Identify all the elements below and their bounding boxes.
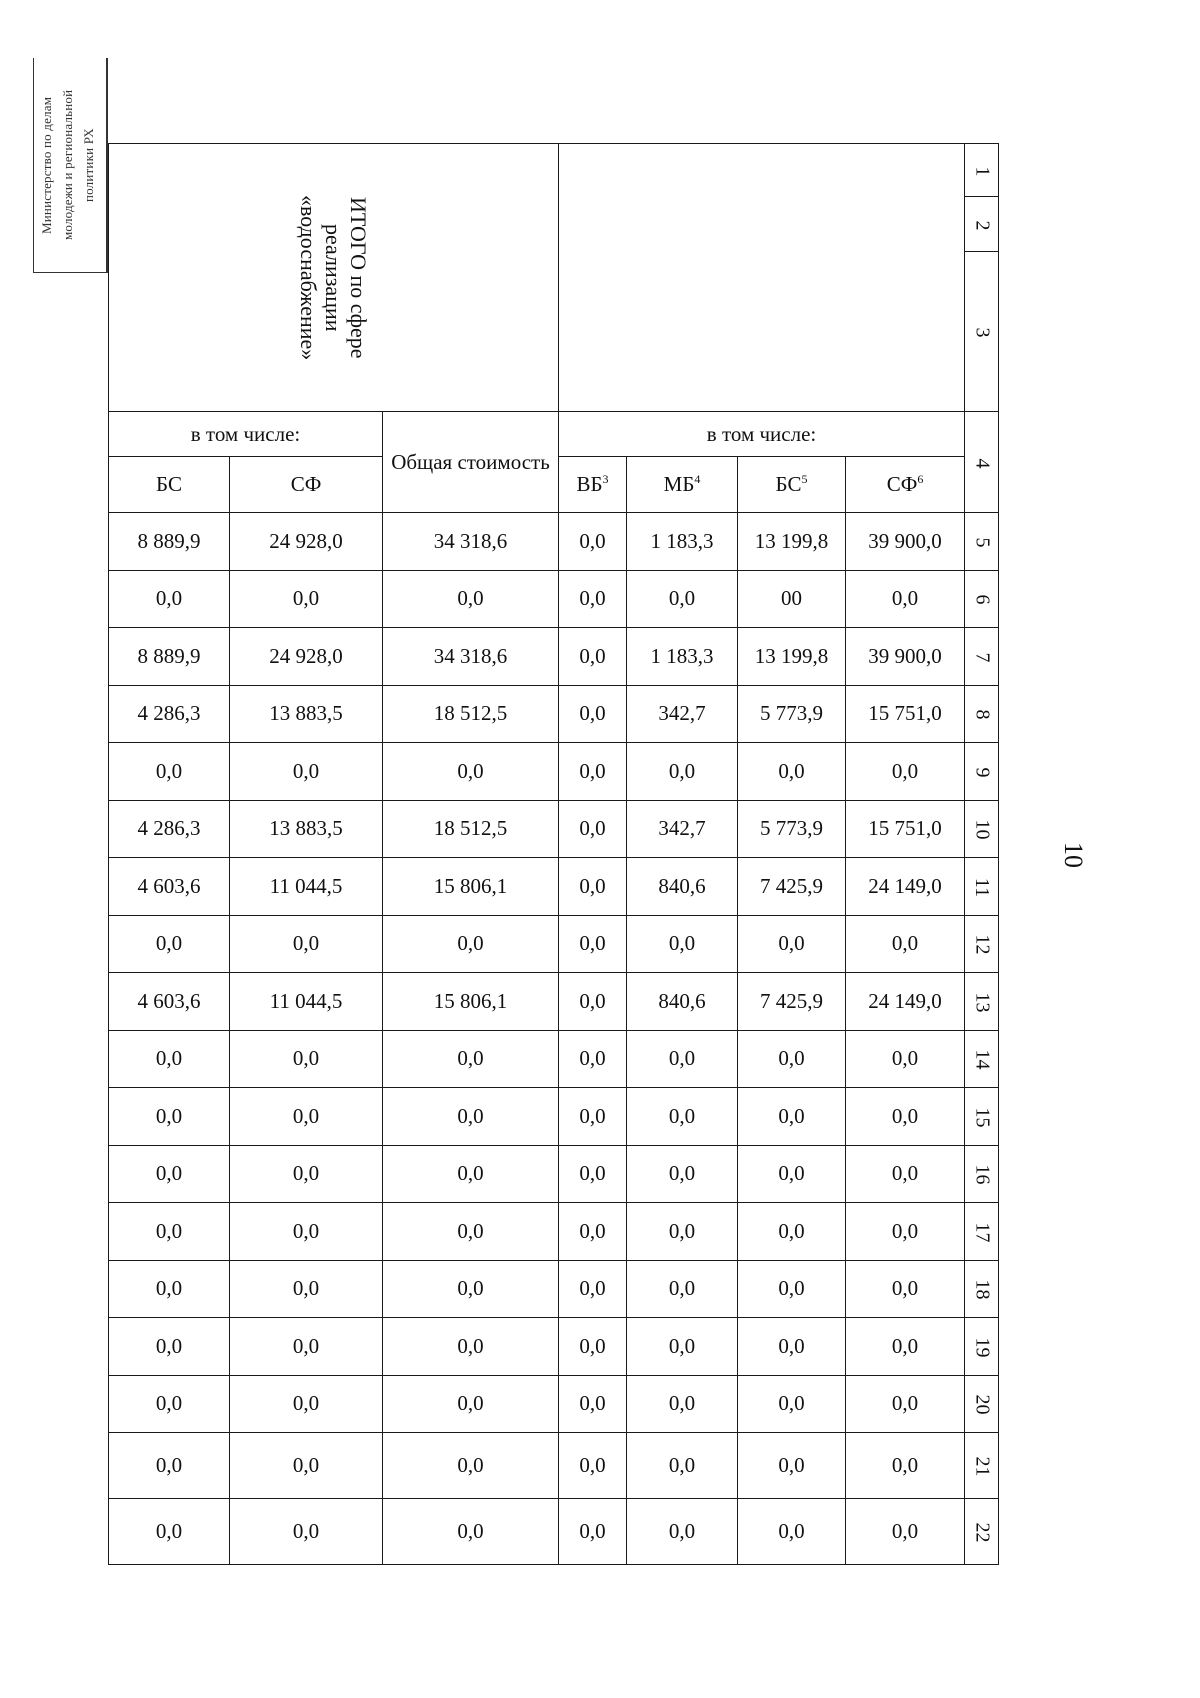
cell-total: 0,0 [383,1203,559,1261]
row-number-cell: 4 [965,412,999,513]
row-number-cell: 21 [965,1433,999,1499]
cell-sf2: 39 900,0 [846,628,965,686]
row-number-cell: 18 [965,1260,999,1318]
cell-mb: 0,0 [627,1375,738,1433]
table-row [109,1433,999,1499]
table-row [109,800,999,858]
table-row [109,1145,999,1203]
row-number-cell: 7 [965,628,999,686]
cell-sf2: 0,0 [846,743,965,801]
cell-vb: 0,0 [559,1030,627,1088]
cell-mb: 0,0 [627,915,738,973]
row-number-cell: 5 [965,513,999,571]
row-number-cell: 10 [965,800,999,858]
cell-bs: 0,0 [109,915,230,973]
ministry-stamp [33,58,108,273]
cell-vb: 0,0 [559,1375,627,1433]
col-header-bs: БС [109,457,230,513]
cell-bs: 0,0 [109,1318,230,1376]
cell-total: 15 806,1 [383,858,559,916]
cell-vb: 0,0 [559,1088,627,1146]
cell-vb: 0,0 [559,1499,627,1565]
cell-vb: 0,0 [559,743,627,801]
cell-sf2: 0,0 [846,570,965,628]
row-number-cell: 22 [965,1499,999,1565]
cell-total: 0,0 [383,915,559,973]
budget-table [108,143,999,1565]
row-number-cell: 12 [965,915,999,973]
cell-mb: 0,0 [627,1145,738,1203]
cell-sf2: 0,0 [846,1203,965,1261]
cell-sf: 0,0 [230,1318,383,1376]
cell-total: 15 806,1 [383,973,559,1031]
row-number-cell: 13 [965,973,999,1031]
table-row [109,628,999,686]
cell-bs2: 7 425,9 [738,973,846,1031]
row-number-cell: 15 [965,1088,999,1146]
cell-bs: 4 286,3 [109,800,230,858]
cell-sf2: 15 751,0 [846,685,965,743]
cell-sf: 24 928,0 [230,513,383,571]
cell-sf2: 0,0 [846,915,965,973]
cell-vb: 0,0 [559,1260,627,1318]
cell-vb: 0,0 [559,513,627,571]
cell-bs2: 0,0 [738,1088,846,1146]
table-row [109,1318,999,1376]
cell-bs: 0,0 [109,1433,230,1499]
cell-sf2: 24 149,0 [846,858,965,916]
cell-mb: 0,0 [627,570,738,628]
cell-sf: 0,0 [230,1433,383,1499]
table-row [109,570,999,628]
cell-total: 0,0 [383,570,559,628]
cell-mb: 0,0 [627,1030,738,1088]
cell-sf: 24 928,0 [230,628,383,686]
cell-sf2: 0,0 [846,1433,965,1499]
cell-mb: 0,0 [627,743,738,801]
cell-sf2: 0,0 [846,1375,965,1433]
cell-vb: 0,0 [559,1433,627,1499]
row-number-cell: 16 [965,1145,999,1203]
right-group-header: в том числе: [559,412,965,457]
row-number-cell: 19 [965,1318,999,1376]
cell-mb: 0,0 [627,1203,738,1261]
table-row [109,1088,999,1146]
cell-bs: 0,0 [109,1145,230,1203]
cell-bs2: 5 773,9 [738,800,846,858]
cell-bs2: 0,0 [738,1203,846,1261]
cell-mb: 840,6 [627,858,738,916]
cell-bs2: 0,0 [738,1375,846,1433]
cell-total: 18 512,5 [383,685,559,743]
title-line: реализации [321,223,346,332]
cell-bs: 0,0 [109,1088,230,1146]
row-number-cell: 9 [965,743,999,801]
cell-bs: 0,0 [109,1375,230,1433]
cell-bs: 8 889,9 [109,513,230,571]
cell-sf: 0,0 [230,570,383,628]
cell-bs: 0,0 [109,1499,230,1565]
col-header-sf: СФ [230,457,383,513]
cell-bs: 8 889,9 [109,628,230,686]
cell-bs2: 13 199,8 [738,513,846,571]
row-number-cell: 3 [965,252,999,412]
cell-bs: 0,0 [109,1030,230,1088]
cell-bs2: 13 199,8 [738,628,846,686]
cell-vb: 0,0 [559,628,627,686]
table-row [109,1260,999,1318]
cell-sf: 0,0 [230,1499,383,1565]
cell-total: 0,0 [383,1375,559,1433]
cell-bs2: 0,0 [738,1318,846,1376]
cell-sf2: 0,0 [846,1318,965,1376]
cell-sf2: 39 900,0 [846,513,965,571]
row-number-cell: 1 [965,144,999,197]
cell-bs: 0,0 [109,570,230,628]
title-line: ИТОГО по сфере [346,196,371,359]
cell-vb: 0,0 [559,858,627,916]
cell-bs2: 0,0 [738,1145,846,1203]
cell-mb: 0,0 [627,1260,738,1318]
cell-bs2: 0,0 [738,1433,846,1499]
cell-sf2: 0,0 [846,1145,965,1203]
cell-bs: 4 603,6 [109,858,230,916]
cell-total: 0,0 [383,1088,559,1146]
cell-mb: 0,0 [627,1318,738,1376]
cell-mb: 1 183,3 [627,513,738,571]
table-row [109,1375,999,1433]
left-group-header: в том числе: [109,412,383,457]
cell-sf: 0,0 [230,1260,383,1318]
table-row [109,858,999,916]
cell-sf2: 15 751,0 [846,800,965,858]
row-number-cell: 11 [965,858,999,916]
cell-sf: 0,0 [230,1203,383,1261]
cell-vb: 0,0 [559,915,627,973]
cell-sf: 13 883,5 [230,685,383,743]
cell-sf: 0,0 [230,915,383,973]
cell-total: 0,0 [383,1433,559,1499]
cell-vb: 0,0 [559,973,627,1031]
stamp-line: Министерство по делам [39,96,54,234]
cell-sf2: 0,0 [846,1260,965,1318]
cell-mb: 840,6 [627,973,738,1031]
cell-bs2: 0,0 [738,743,846,801]
cell-vb: 0,0 [559,570,627,628]
cell-total: 0,0 [383,1145,559,1203]
row-number-cell: 8 [965,685,999,743]
cell-bs2: 0,0 [738,1260,846,1318]
row-number-cell: 17 [965,1203,999,1261]
cell-bs2: 0,0 [738,915,846,973]
col-header-vb: $ВБ^3$ [559,457,627,513]
cell-vb: 0,0 [559,1318,627,1376]
cell-vb: 0,0 [559,685,627,743]
cell-mb: 342,7 [627,800,738,858]
table-row [109,973,999,1031]
cell-bs2: 0,0 [738,1499,846,1565]
cell-sf: 11 044,5 [230,858,383,916]
cell-vb: 0,0 [559,800,627,858]
cell-total: 0,0 [383,1499,559,1565]
cell-sf: 0,0 [230,743,383,801]
cell-bs: 4 603,6 [109,973,230,1031]
col-header-mb: $МБ^4$ [627,457,738,513]
cell-mb: 0,0 [627,1433,738,1499]
cell-sf: 0,0 [230,1375,383,1433]
row-number-cell: 20 [965,1375,999,1433]
table-row [109,513,999,571]
cell-mb: 0,0 [627,1499,738,1565]
row-number-cell: 2 [965,197,999,252]
cell-total: 18 512,5 [383,800,559,858]
table-row [109,1499,999,1565]
stamp-line: политики РХ [81,128,96,202]
cell-bs2: 0,0 [738,1030,846,1088]
cell-bs2: 7 425,9 [738,858,846,916]
table-row [109,1203,999,1261]
cell-sf: 0,0 [230,1030,383,1088]
stamp-line: молодежи и региональной [60,89,75,241]
cell-total: 34 318,6 [383,513,559,571]
cell-sf2: 24 149,0 [846,973,965,1031]
cell-mb: 1 183,3 [627,628,738,686]
row-number-cell: 6 [965,570,999,628]
col-header-sf2: $СФ^6$ [846,457,965,513]
cell-sf: 11 044,5 [230,973,383,1031]
cell-mb: 342,7 [627,685,738,743]
cell-bs2: 00 [738,570,846,628]
cell-sf: 0,0 [230,1088,383,1146]
cell-vb: 0,0 [559,1203,627,1261]
row-number-cell: 14 [965,1030,999,1088]
cell-bs: 4 286,3 [109,685,230,743]
cell-sf2: 0,0 [846,1030,965,1088]
cell-bs: 0,0 [109,1260,230,1318]
table-row [109,915,999,973]
cell-bs2: 5 773,9 [738,685,846,743]
title-cell [109,144,559,412]
table-row [109,1030,999,1088]
cell-total: 0,0 [383,743,559,801]
page-number: 10 [1059,842,1088,868]
cell-mb: 0,0 [627,1088,738,1146]
table-row [109,743,999,801]
general-cost-header: Общая стоимость [383,412,559,513]
cell-sf: 0,0 [230,1145,383,1203]
cell-bs: 0,0 [109,1203,230,1261]
cell-total: 0,0 [383,1030,559,1088]
stamp-text [36,62,102,268]
cell-bs: 0,0 [109,743,230,801]
col-header-bs2: $БС^5$ [738,457,846,513]
cell-sf2: 0,0 [846,1088,965,1146]
table-row [109,685,999,743]
cell-total: 0,0 [383,1260,559,1318]
empty-header-cell [559,144,965,412]
cell-total: 0,0 [383,1318,559,1376]
cell-sf: 13 883,5 [230,800,383,858]
cell-vb: 0,0 [559,1145,627,1203]
cell-sf2: 0,0 [846,1499,965,1565]
title-line: «водоснабжение» [296,194,321,361]
cell-total: 34 318,6 [383,628,559,686]
